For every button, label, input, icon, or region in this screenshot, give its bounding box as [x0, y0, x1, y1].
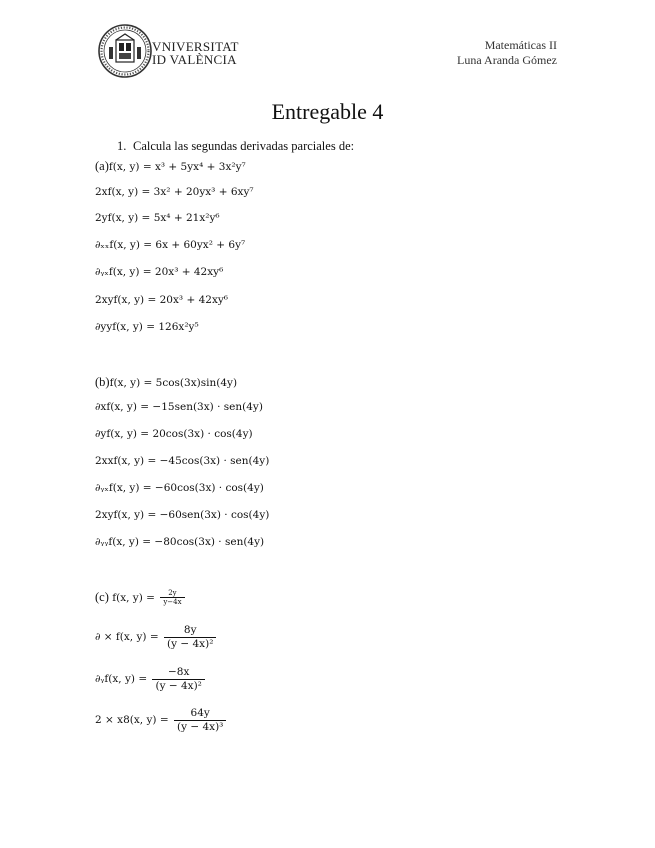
part-c-num-4: 64y [190, 707, 210, 719]
part-c-lhs-3: ∂ᵧf(x, y) = [95, 673, 148, 686]
question-number: 1. [117, 139, 127, 153]
part-c-fraction-2 [164, 624, 216, 650]
part-b-line-2: ∂xf(x, y) = −15sen(3x) · sen(4y) [95, 401, 263, 413]
part-c-lhs-2: ∂ × f(x, y) = [95, 631, 159, 644]
part-c-line-4 [95, 707, 226, 733]
page-title: Entregable 4 [271, 99, 384, 124]
part-c-line-1 [95, 589, 185, 607]
part-b-line-3: ∂yf(x, y) = 20cos(3x) · cos(4y) [95, 428, 253, 440]
university-logo [97, 23, 237, 81]
part-a-line-1 [95, 159, 246, 174]
part-a-label: (a) [95, 159, 109, 173]
part-b-eq-1: f(x, y) = 5cos(3x)sin(4y) [109, 377, 238, 389]
part-a-line-5: ∂ᵧₓf(x, y) = 20x³ + 42xy⁶ [95, 266, 224, 278]
part-c-num-2: 8y [183, 624, 197, 636]
part-b-line-5: ∂ᵧₓf(x, y) = −60cos(3x) · cos(4y) [95, 482, 264, 494]
part-c-num-1: 2y [168, 589, 177, 597]
logo-wordmark [152, 40, 239, 66]
question-text: Calcula las segundas derivadas parciales de: [133, 139, 355, 153]
part-c-fraction-3 [152, 666, 204, 692]
part-c-line-3 [95, 666, 205, 692]
part-c-den-2: (y − 4x)² [164, 637, 216, 651]
part-c-lhs-4: 2 × x8(x, y) = [95, 714, 169, 727]
part-a-line-2: 2xf(x, y) = 3x² + 20yx³ + 6xy⁷ [95, 186, 254, 198]
logo-line-1: VNIVERSITAT [152, 39, 239, 54]
part-c-den-3: (y − 4x)² [152, 679, 204, 693]
part-c-fraction-4 [174, 707, 226, 733]
part-b-line-1 [95, 375, 237, 390]
part-b-line-7: ∂ᵧᵧf(x, y) = −80cos(3x) · sen(4y) [95, 536, 265, 548]
course-name: Matemáticas II [484, 38, 557, 52]
part-a-line-4: ∂ₓₓf(x, y) = 6x + 60yx² + 6y⁷ [95, 239, 246, 251]
part-c-lhs-1: f(x, y) = [112, 591, 155, 604]
part-a-eq-1: f(x, y) = x³ + 5yx⁴ + 3x²y⁷ [108, 161, 246, 173]
part-a-line-7: ∂yyf(x, y) = 126x²y⁵ [95, 321, 199, 333]
part-c-num-3: −8x [167, 666, 190, 678]
logo-line-2: ID VALÈNCIA [152, 52, 237, 67]
part-a-line-3: 2yf(x, y) = 5x⁴ + 21x²y⁶ [95, 212, 220, 224]
part-c-label: (c) [95, 589, 109, 604]
part-c-den-4: (y − 4x)³ [174, 720, 226, 734]
part-c-fraction-1 [160, 589, 184, 607]
part-c-den-1: y−4x [160, 597, 184, 606]
header-info [457, 38, 557, 68]
part-b-line-6: 2xyf(x, y) = −60sen(3x) · cos(4y) [95, 509, 270, 521]
part-a-line-6: 2xyf(x, y) = 20x³ + 42xy⁶ [95, 294, 229, 306]
part-c-line-2 [95, 624, 216, 650]
part-b-label: (b) [95, 375, 110, 389]
part-b-line-4: 2xxf(x, y) = −45cos(3x) · sen(4y) [95, 455, 270, 467]
university-seal-icon [97, 23, 153, 79]
question-1 [117, 139, 354, 154]
author-name: Luna Aranda Gómez [457, 53, 557, 67]
